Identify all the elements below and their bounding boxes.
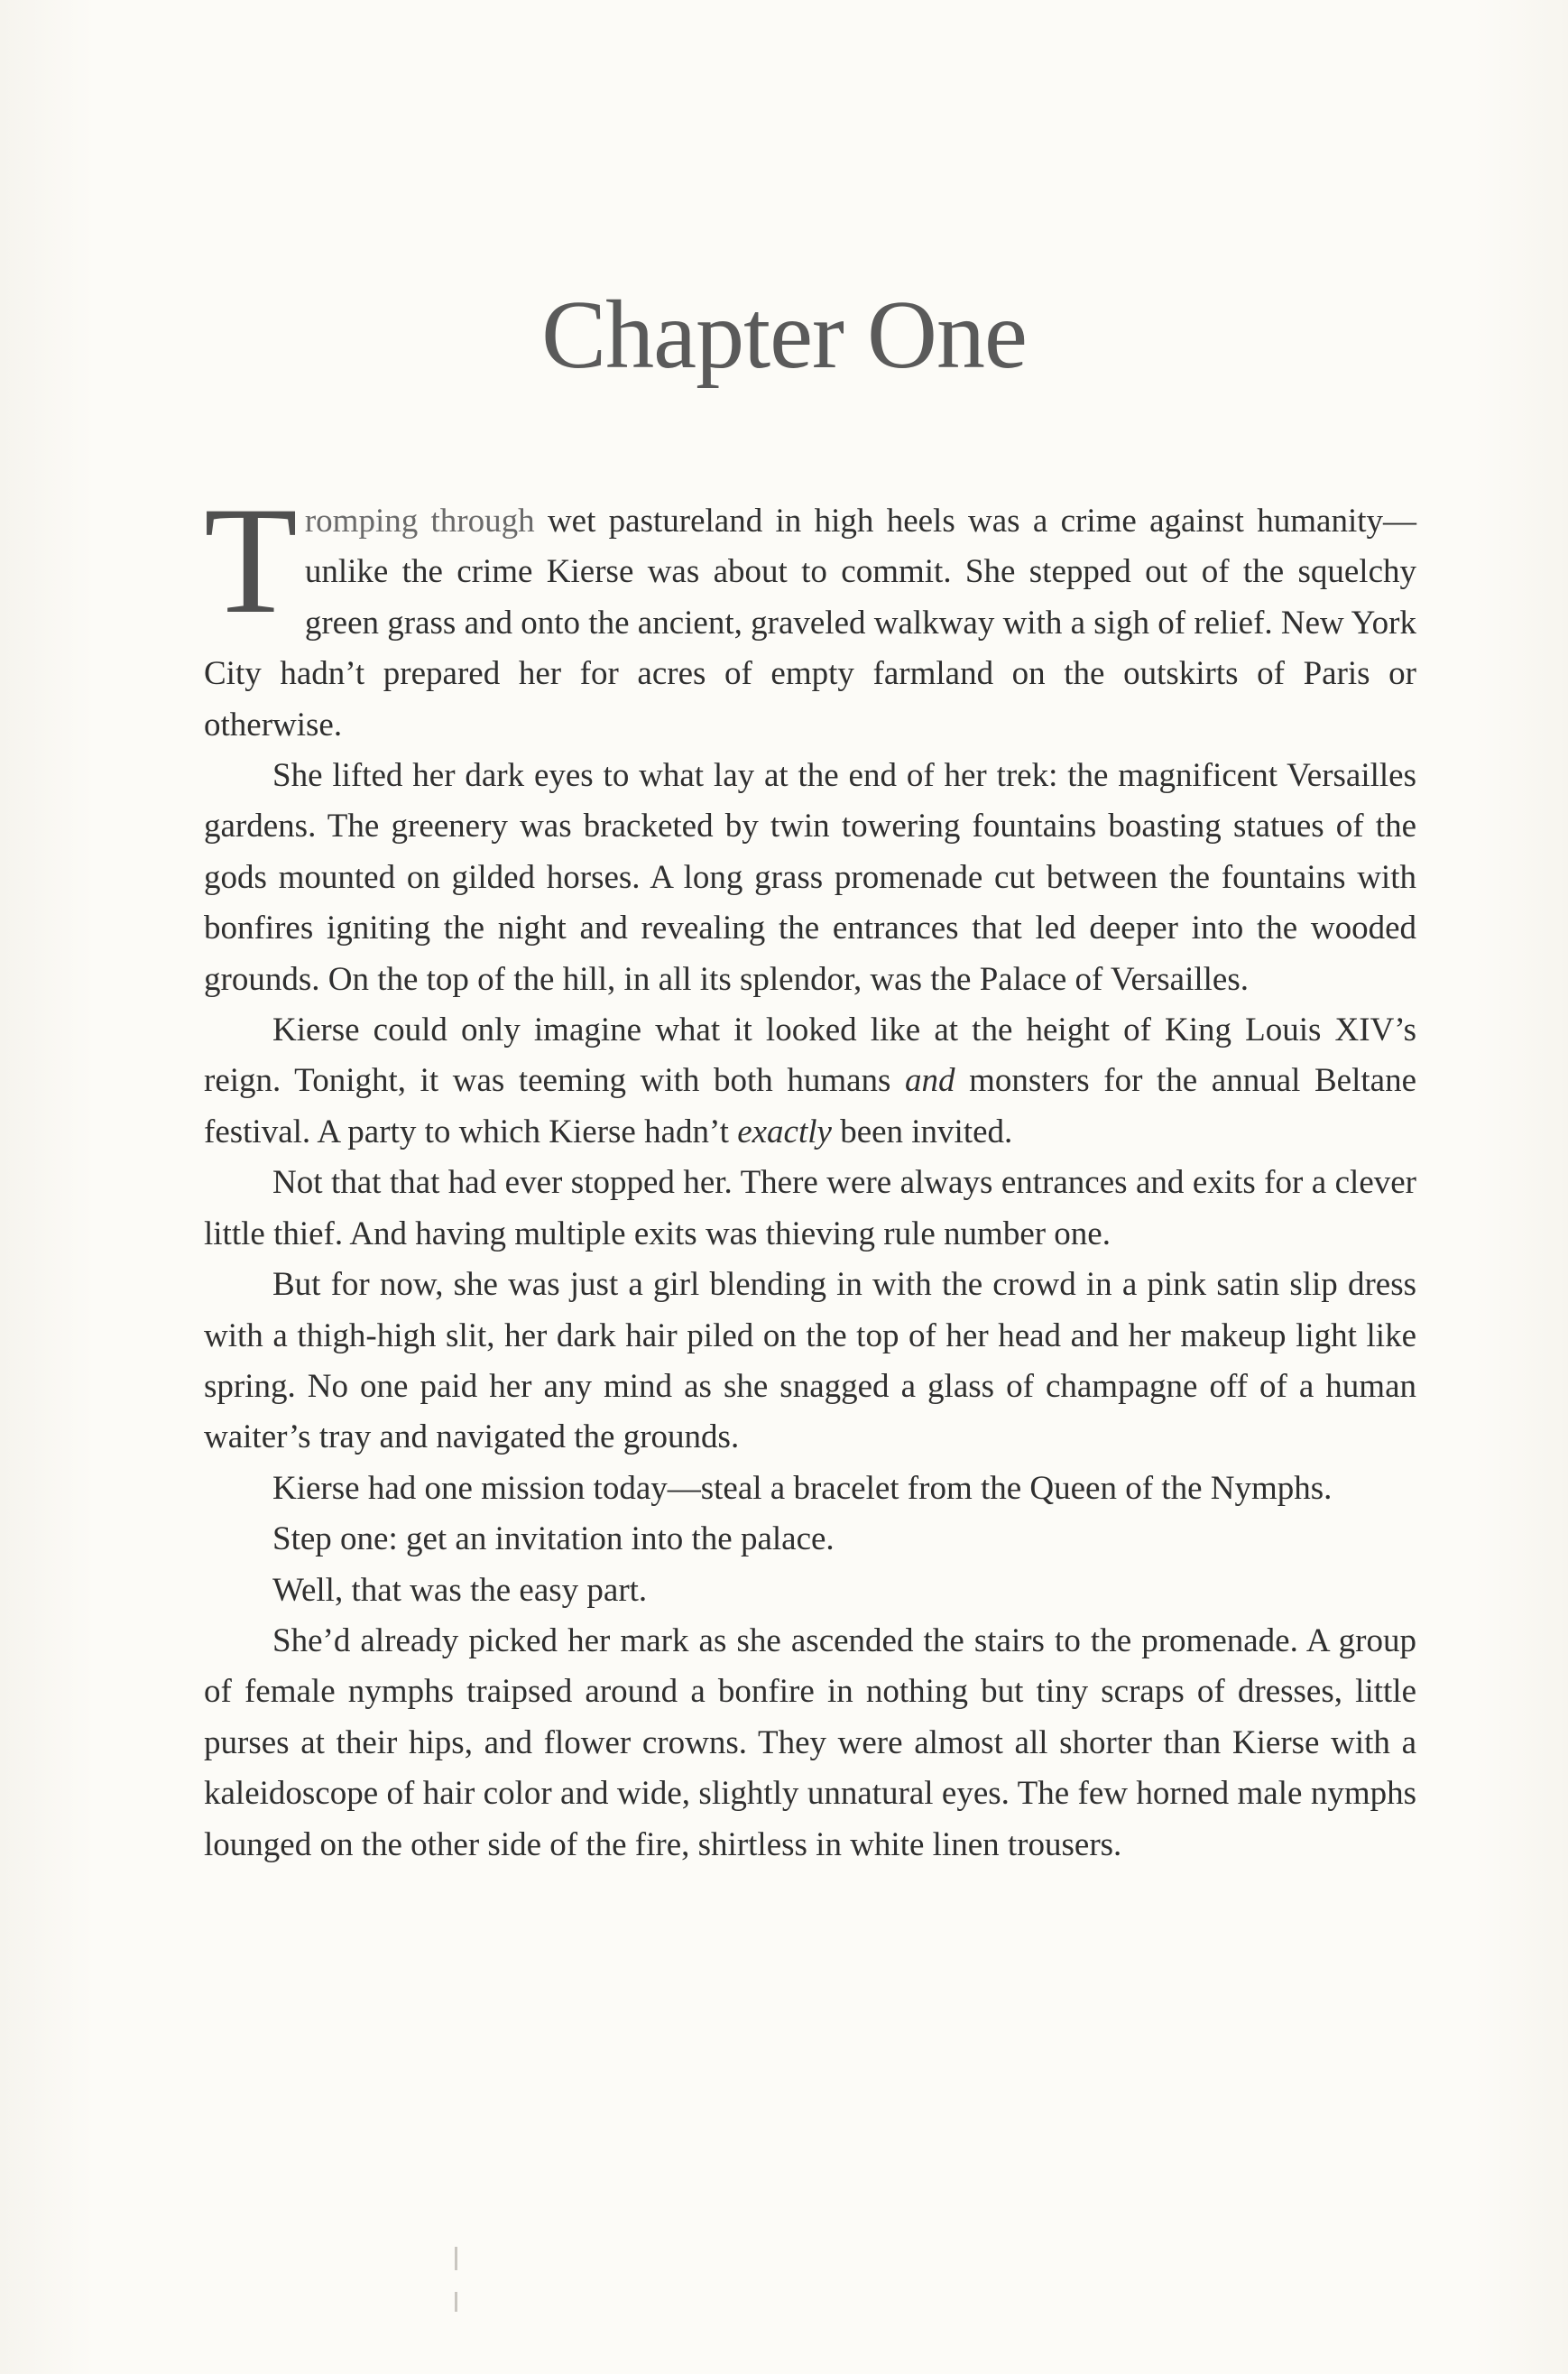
chapter-title: Chapter One <box>541 282 1027 389</box>
paragraph: Step one: get an invitation into the palace. <box>272 1520 835 1558</box>
paragraph: Kierse had one mission today—steal a bracelet from the Queen of the Nymphs. <box>272 1469 1333 1507</box>
paragraph <box>204 1005 1416 1158</box>
italic-word: and <box>905 1062 955 1100</box>
paragraph: Well, that was the easy part. <box>272 1571 648 1609</box>
paragraph-text: monsters for the annual Beltane festival. A party to which Kierse hadn’t <box>204 1062 1416 1150</box>
lead-in-words: romping through <box>304 503 535 540</box>
paragraph-text: been invited. <box>831 1113 1013 1150</box>
opening-paragraph <box>204 476 1417 751</box>
paragraph: But for now, she was just a girl blending in with the crowd in a pink satin slip dress with a thigh-high slit, her dark hair piled on the top of her head and her makeup light like spring. No one paid her any mind as she snagged a glass of champagne off of a human waiter’s tray and navigated the grounds. <box>204 1266 1416 1456</box>
drop-cap: T <box>204 476 298 645</box>
paragraph: Not that that had ever stopped her. There were always entrances and exits for a clever little thief. And having multiple exits was thieving rule number one. <box>204 1164 1416 1252</box>
paragraph: She’d already picked her mark as she ascended the stairs to the promenade. A group of female nymphs traipsed around a bonfire in nothing but tiny scraps of dresses, little purses at their hips, and flower crowns. They were almost all shorter than Kierse with a kaleidoscope of hair color and wide, slightly unnatural eyes. The few horned male nymphs lounged on the other side of the fire, shirtless in white linen trousers. <box>204 1621 1416 1863</box>
paragraph-text: Kierse could only imagine what it looked like at the height of King Louis XIV’s reign. Tonight, it was teeming with both humans <box>204 1011 1416 1100</box>
italic-word: exactly <box>737 1113 832 1150</box>
paragraph: She lifted her dark eyes to what lay at the end of her trek: the magnificent Versailles gardens. The greenery was bracketed by twin towering fountains boasting statues of the gods mounted on gilded horses. A long grass promenade cut between the fountains with bonfires igniting the night and revealing the entrances that led deeper into the wooded grounds. On the top of the hill, in all its splendor, was the Palace of Versailles. <box>204 757 1416 998</box>
chapter-body <box>204 476 1417 1871</box>
scan-mark <box>455 2247 457 2270</box>
opening-text: wet pastureland in high heels was a crime against humanity—unlike the crime Kierse was about to commit. She stepped out of the squelchy green grass and onto the ancient, graveled walkway with a sigh of relief. New York City hadn’t prepared her for acres of empty farmland on the outskirts of Paris or otherwise. <box>204 503 1417 744</box>
scan-mark <box>455 2292 457 2312</box>
